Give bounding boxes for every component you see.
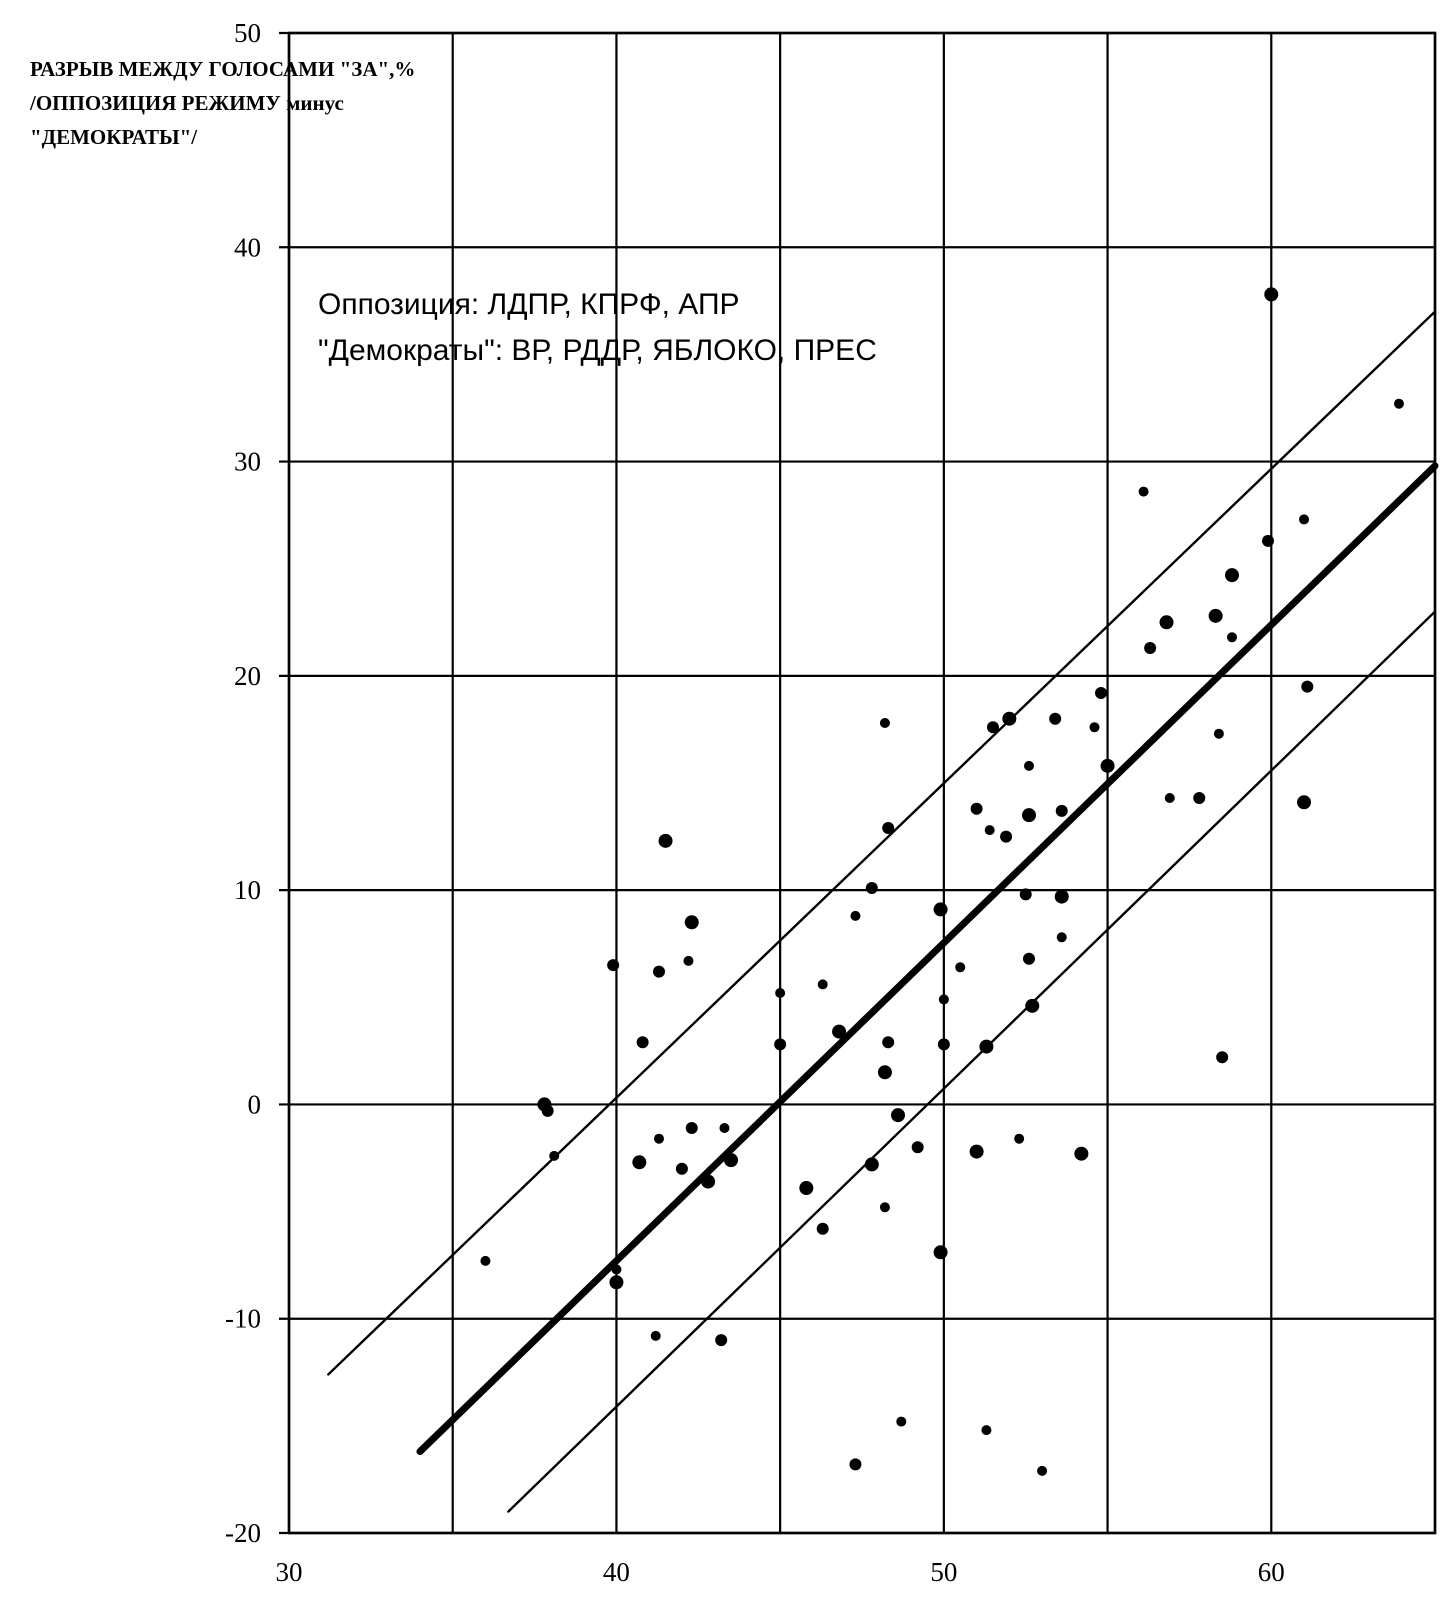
- data-point: [676, 1163, 688, 1175]
- data-point: [1144, 642, 1156, 654]
- data-point: [1160, 615, 1174, 629]
- y-axis-label-line-2: /ОППОЗИЦИЯ РЕЖИМУ минус: [30, 91, 344, 115]
- data-point: [880, 718, 890, 728]
- y-tick-label: -20: [225, 1518, 261, 1548]
- data-point: [934, 902, 948, 916]
- data-point: [1214, 729, 1224, 739]
- data-point: [934, 1245, 948, 1259]
- data-point: [774, 1038, 786, 1050]
- data-point: [882, 822, 894, 834]
- data-point: [607, 959, 619, 971]
- data-point: [1394, 399, 1404, 409]
- y-tick-label: 50: [234, 18, 261, 48]
- data-point: [850, 911, 860, 921]
- data-point: [719, 1123, 729, 1133]
- tick-labels: [225, 18, 1285, 1587]
- x-tick-label: 40: [602, 1557, 630, 1587]
- regression-line: [420, 466, 1435, 1452]
- data-point: [654, 1134, 664, 1144]
- data-point: [701, 1175, 715, 1189]
- data-point: [799, 1181, 813, 1195]
- data-point: [866, 882, 878, 894]
- data-point: [1024, 761, 1034, 771]
- data-point: [609, 1275, 623, 1289]
- data-point: [1299, 514, 1309, 524]
- data-points: [480, 287, 1404, 1475]
- legend-democrats: "Демократы": ВР, РДДР, ЯБЛОКО, ПРЕС: [318, 334, 877, 367]
- data-point: [1002, 712, 1016, 726]
- data-point: [971, 803, 983, 815]
- data-point: [1216, 1051, 1228, 1063]
- y-tick-label: 20: [234, 660, 261, 691]
- y-tick-label: 0: [247, 1089, 261, 1120]
- data-point: [1000, 831, 1012, 843]
- data-point: [1297, 795, 1311, 809]
- y-tick-label: 10: [234, 875, 261, 906]
- data-point: [970, 1145, 984, 1159]
- data-point: [480, 1256, 490, 1266]
- x-tick-label: 30: [275, 1557, 303, 1587]
- data-point: [683, 956, 693, 966]
- legend-opposition: Оппозиция: ЛДПР, КПРФ, АПР: [318, 288, 740, 321]
- lower-band-line: [508, 612, 1435, 1512]
- data-point: [1057, 932, 1067, 942]
- data-point: [1020, 888, 1032, 900]
- data-point: [549, 1151, 559, 1161]
- data-point: [659, 834, 673, 848]
- data-point: [818, 979, 828, 989]
- data-point: [979, 1040, 993, 1054]
- data-point: [1227, 632, 1237, 642]
- data-point: [1037, 1466, 1047, 1476]
- data-point: [1023, 953, 1035, 965]
- data-point: [685, 915, 699, 929]
- data-point: [1014, 1134, 1024, 1144]
- data-point: [1262, 535, 1274, 547]
- data-point: [981, 1425, 991, 1435]
- data-point: [1055, 890, 1069, 904]
- data-point: [724, 1153, 738, 1167]
- data-point: [1225, 568, 1239, 582]
- data-point: [653, 966, 665, 978]
- data-point: [938, 1038, 950, 1050]
- data-point: [849, 1458, 861, 1470]
- data-point: [1301, 681, 1313, 693]
- y-tick-label: 40: [234, 232, 261, 263]
- data-point: [686, 1122, 698, 1134]
- data-point: [891, 1108, 905, 1122]
- data-point: [865, 1157, 879, 1171]
- data-point: [775, 988, 785, 998]
- y-axis-label-line-3: "ДЕМОКРАТЫ"/: [30, 125, 198, 149]
- data-point: [651, 1331, 661, 1341]
- data-point: [1139, 487, 1149, 497]
- data-point: [1165, 793, 1175, 803]
- data-point: [878, 1065, 892, 1079]
- data-point: [1209, 609, 1223, 623]
- data-point: [882, 1036, 894, 1048]
- y-tick-label: 30: [234, 446, 261, 477]
- data-point: [1074, 1147, 1088, 1161]
- trend-lines: [328, 312, 1435, 1512]
- legend: [318, 282, 877, 374]
- grid-layer: [279, 33, 1435, 1533]
- data-point: [832, 1025, 846, 1039]
- data-point: [637, 1036, 649, 1048]
- data-point: [985, 825, 995, 835]
- data-point: [1101, 759, 1115, 773]
- data-point: [715, 1334, 727, 1346]
- data-point: [537, 1097, 551, 1111]
- data-point: [955, 962, 965, 972]
- data-point: [1025, 999, 1039, 1013]
- data-point: [1264, 287, 1278, 301]
- data-point: [1056, 805, 1068, 817]
- plot-frame: [289, 33, 1435, 1533]
- y-tick-label: -10: [225, 1303, 261, 1334]
- x-tick-label: 50: [930, 1557, 958, 1587]
- upper-band-line: [328, 312, 1435, 1375]
- x-tick-label: 60: [1257, 1557, 1285, 1587]
- y-axis-label-line-1: РАЗРЫВ МЕЖДУ ГОЛОСАМИ "ЗА",%: [30, 57, 416, 81]
- data-point: [1089, 722, 1099, 732]
- data-point: [1095, 687, 1107, 699]
- data-point: [880, 1202, 890, 1212]
- data-point: [611, 1264, 621, 1274]
- data-point: [987, 721, 999, 733]
- data-point: [912, 1141, 924, 1153]
- data-point: [1193, 792, 1205, 804]
- data-point: [1049, 713, 1061, 725]
- data-point: [1022, 808, 1036, 822]
- data-point: [632, 1155, 646, 1169]
- data-point: [939, 994, 949, 1004]
- data-point: [896, 1417, 906, 1427]
- data-point: [817, 1223, 829, 1235]
